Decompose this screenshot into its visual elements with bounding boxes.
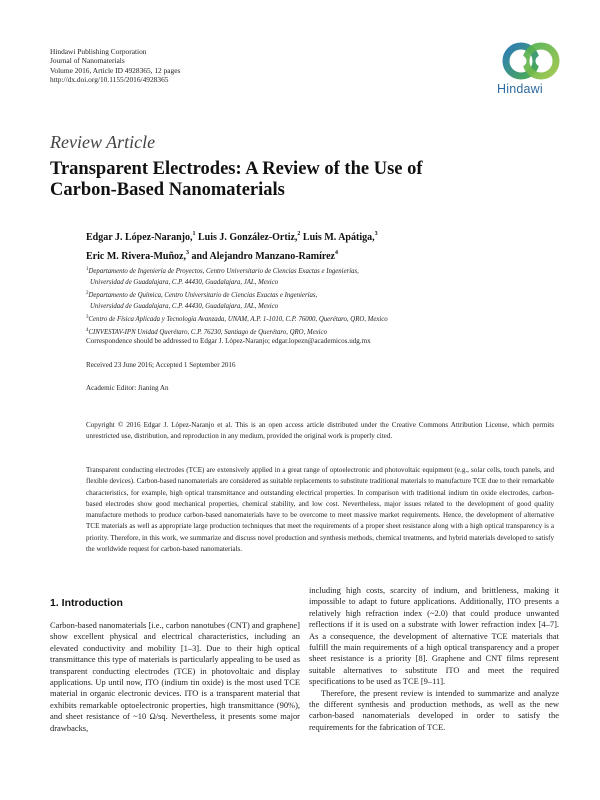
author-affil-sup: 1 [192, 231, 196, 237]
article-type: Review Article [50, 132, 156, 152]
body-paragraph: including high costs, scarcity of indium, and brittleness, making it impossible to adapt to future applications. Additionally, ITO presents a relatively high refraction index (~2.0) that could produce unwanted reflections if it is used on a substrate with lower refraction index [4–7]. As a consequence, the development of alternative TCE materials that fulfill the main requirements of a high optical transparency and a proper sheet resistance is a priority [8]. Graphene and CNT films represent suitable alternatives to substitute ITO and meet the required specifications to be used as TCE [9–11]. [309, 585, 559, 687]
author-name[interactable]: Luis M. Apátiga, [302, 232, 375, 243]
author-list [86, 227, 556, 264]
body-paragraph: Carbon-based nanomaterials [i.e., carbon nanotubes (CNT) and graphene] show excellent physical and electrical characteristics, including an elevated conductivity and mobility [1–3]. Due to their high optical transmittance this type of materials is particularly appealing to be used as transparent conducting electrodes (TCE) in photovoltaic and display applications. Up until now, ITO (indium tin oxide) is the most used TCE material in organic electronic devices. ITO is a transparent material that exhibits remarkable optoelectronic properties, high transmittance (90%), and sheet resistance of ~10 Ω/sq. Nevertheless, it presents some major drawbacks, [50, 620, 300, 733]
affiliation-line: Universidad de Guadalajara, C.P. 44430, Guadalajara, JAL, Mexico [90, 302, 279, 310]
correspondence: Correspondence should be addressed to Edgar J. López-Naranjo; edgar.lopezn@academicos.udg.mx [86, 337, 371, 345]
volume-info: Volume 2016, Article ID 4928365, 12 pages [50, 65, 181, 75]
affiliation-line: CINVESTAV-IPN Unidad Querétaro, C.P. 76230, Santiago de Querétaro, QRO, Mexico [88, 328, 327, 336]
affiliation-sup: 1 [86, 267, 89, 272]
publisher-name: Hindawi Publishing Corporation [50, 47, 147, 56]
affiliation-sup: 4 [86, 327, 89, 333]
title-line-1: Transparent Electrodes: A Review of the Use of [50, 159, 423, 179]
received-dates: Received 23 June 2016; Accepted 1 September 2016 [86, 361, 236, 369]
author-name[interactable]: Edgar J. López-Naranjo, [86, 232, 193, 243]
hindawi-rings-icon [499, 38, 565, 84]
affiliation-item [86, 289, 566, 302]
journal-name: Journal of Nanomaterials [50, 56, 125, 66]
body-column-right [309, 585, 559, 733]
body-column-left [50, 620, 300, 734]
affiliation-line: Centro de Física Aplicada y Tecnología Avanzada, UNAM, A.P. 1-1010, C.P. 76000, Querétaro, QRO, Mexico [88, 315, 388, 323]
affiliation-sup: 2 [86, 290, 89, 296]
hindawi-logo[interactable] [497, 38, 567, 96]
affiliation-line: Departamento de Ingeniería de Proyectos, Centro Universitario de Ciencias Exactas e Ingenierías, [88, 268, 359, 275]
affiliation-item [86, 313, 566, 326]
abstract: Transparent conducting electrodes (TCE) are extensively applied in a great range of optoelectronic and photovoltaic equipment (e.g., solar cells, touch panels, and flexible devices). Carbon-based nanomaterials are considered as suitable replacements to substitute traditional materials to manufacture TCE due to their remarkable characteristics, for example, high optical transmittance and outstanding electrical properties. In comparison with traditional indium tin oxide electrodes, carbon-based electrodes show good mechanical properties, chemical stability, and low cost. Nevertheless, major issues related to the development of good quality manufacture methods to produce carbon-based nanomaterials have to be overcome to meet massive market requirements. Hence, the development of alternative TCE materials as well as appropriate large production techniques that meet the requirements of a proper sheet resistance along with a high optical transparency is a priority. Therefore, in this work, we summarize and discuss novel production and synthesis methods, chemical treatments, and hybrid materials developed to satisfy the worldwide request for carbon-based nanomaterials. [86, 466, 554, 554]
logo-wordmark: Hindawi [497, 82, 543, 96]
affiliations [86, 265, 566, 338]
copyright-notice: Copyright © 2016 Edgar J. López-Naranjo et al. This is an open access article distributed under the Creative Commons Attribution License, which permits unrestricted use, distribution, and reproduction in any medium, provided the original work is properly cited. [86, 421, 554, 441]
affiliation-item [86, 265, 566, 278]
affiliation-sup: 3 [86, 314, 89, 320]
doi-link[interactable]: http://dx.doi.org/10.1155/2016/4928365 [50, 75, 169, 85]
author-affil-sup: 3 [185, 249, 189, 256]
author-affil-sup: 4 [335, 249, 338, 256]
author-affil-sup: 2 [297, 231, 301, 237]
author-name[interactable]: Luis J. González-Ortiz, [197, 232, 298, 243]
author-name[interactable]: and Alejandro Manzano-Ramírez [191, 250, 335, 262]
title-line-2: Carbon-Based Nanomaterials [50, 180, 285, 200]
author-name[interactable]: Eric M. Rivera-Muñoz, [86, 250, 186, 262]
body-paragraph: Therefore, the present review is intended to summarize and analyze the different synthesis and production methods, as well as the new carbon-based nanomaterials developed in order to satisfy the requirements for the fabrication of TCE. [309, 687, 559, 732]
affiliation-line: Departamento de Química, Centro Universitario de Ciencias Exactas e Ingenierías, [88, 291, 318, 299]
author-affil-sup: 3 [374, 231, 378, 237]
affiliation-line: Universidad de Guadalajara, C.P. 44430, Guadalajara, JAL, Mexico [90, 278, 279, 286]
publication-info [50, 47, 180, 85]
academic-editor: Academic Editor: Jianing An [86, 384, 169, 392]
section-heading: 1. Introduction [50, 597, 123, 609]
article-title [50, 159, 550, 201]
